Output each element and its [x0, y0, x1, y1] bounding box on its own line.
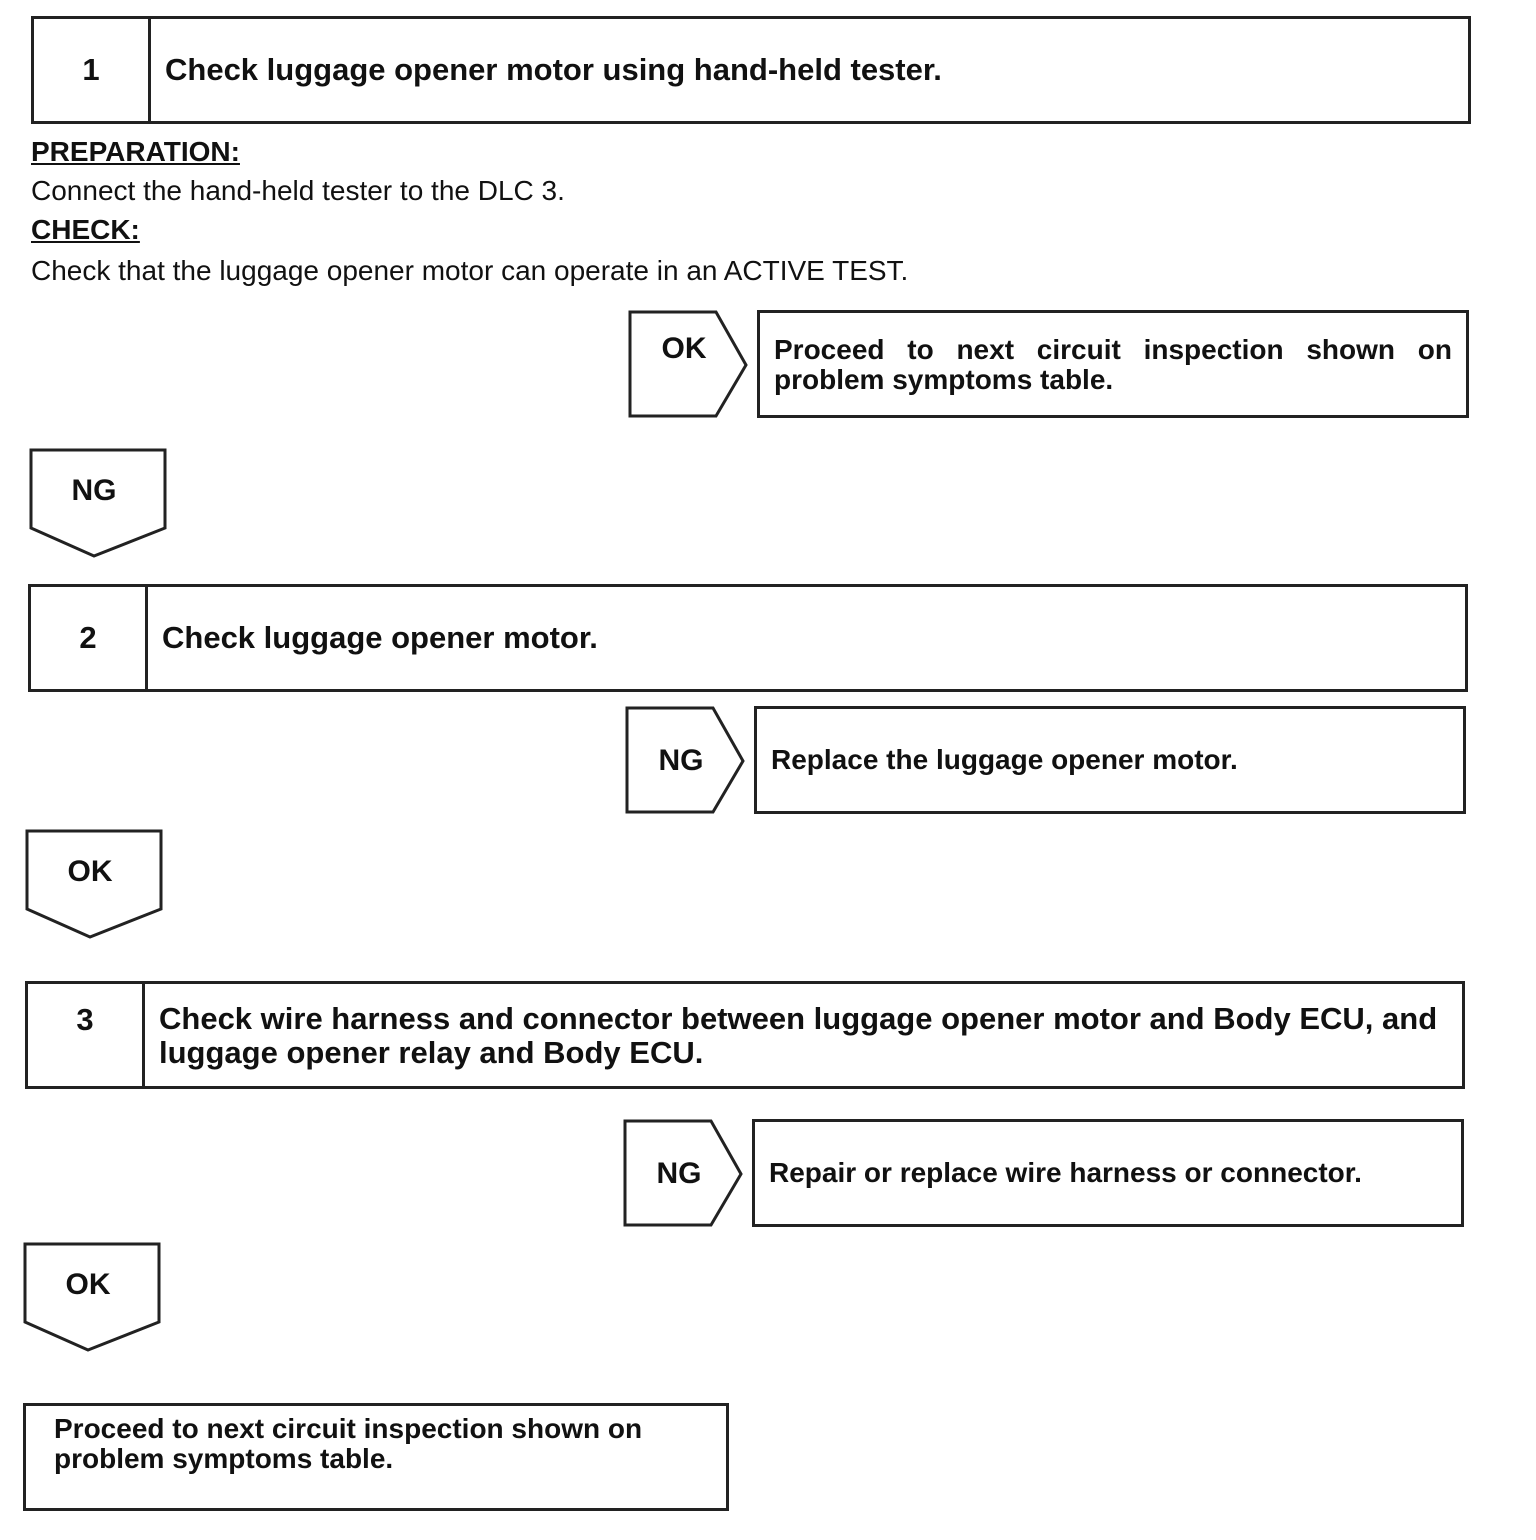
step-1-ng-label: NG [71, 474, 117, 507]
step-3-ok-arrow [23, 1242, 163, 1354]
preparation-label: PREPARATION: [31, 136, 240, 167]
step-3-box [25, 981, 1465, 1089]
preparation-text: Connect the hand-held tester to the DLC 3. [31, 175, 565, 206]
step-2-title: Check luggage opener motor. [162, 620, 598, 655]
step-3-ng-result: Repair or replace wire harness or connector. [752, 1119, 1464, 1227]
check-label: CHECK: [31, 214, 140, 245]
step-3-title: Check wire harness and connector between luggage opener motor and Body ECU, and luggage opener relay and Body ECU. [159, 1001, 1438, 1070]
step-2-ok-label: OK [67, 855, 113, 888]
step-1-ok-label: OK [661, 332, 707, 365]
step-2-ng-arrow [625, 706, 749, 816]
check-text: Check that the luggage opener motor can operate in an ACTIVE TEST. [31, 255, 909, 286]
step-3-ok-label: OK [65, 1268, 111, 1301]
step-3-number: 3 [28, 984, 145, 1086]
final-result-box: Proceed to next circuit inspection shown on problem symptoms table. [23, 1403, 729, 1511]
step-1-title: Check luggage opener motor using hand-held tester. [165, 52, 942, 87]
step-1-number: 1 [34, 19, 151, 121]
step-1-box [31, 16, 1471, 124]
step-2-box [28, 584, 1468, 692]
step-3-ng-arrow [623, 1119, 747, 1229]
step-2-ok-arrow [25, 829, 165, 941]
step-2-ng-result: Replace the luggage opener motor. [754, 706, 1466, 814]
step-1-ok-arrow [628, 310, 752, 420]
step-2-number: 2 [31, 587, 148, 689]
step-2-ng-label: NG [658, 744, 704, 777]
step-1-ng-arrow [29, 448, 169, 560]
step-3-ng-label: NG [656, 1157, 702, 1190]
step-1-ok-result: Proceed to next circuit inspection shown on problem symptoms table. [757, 310, 1469, 418]
